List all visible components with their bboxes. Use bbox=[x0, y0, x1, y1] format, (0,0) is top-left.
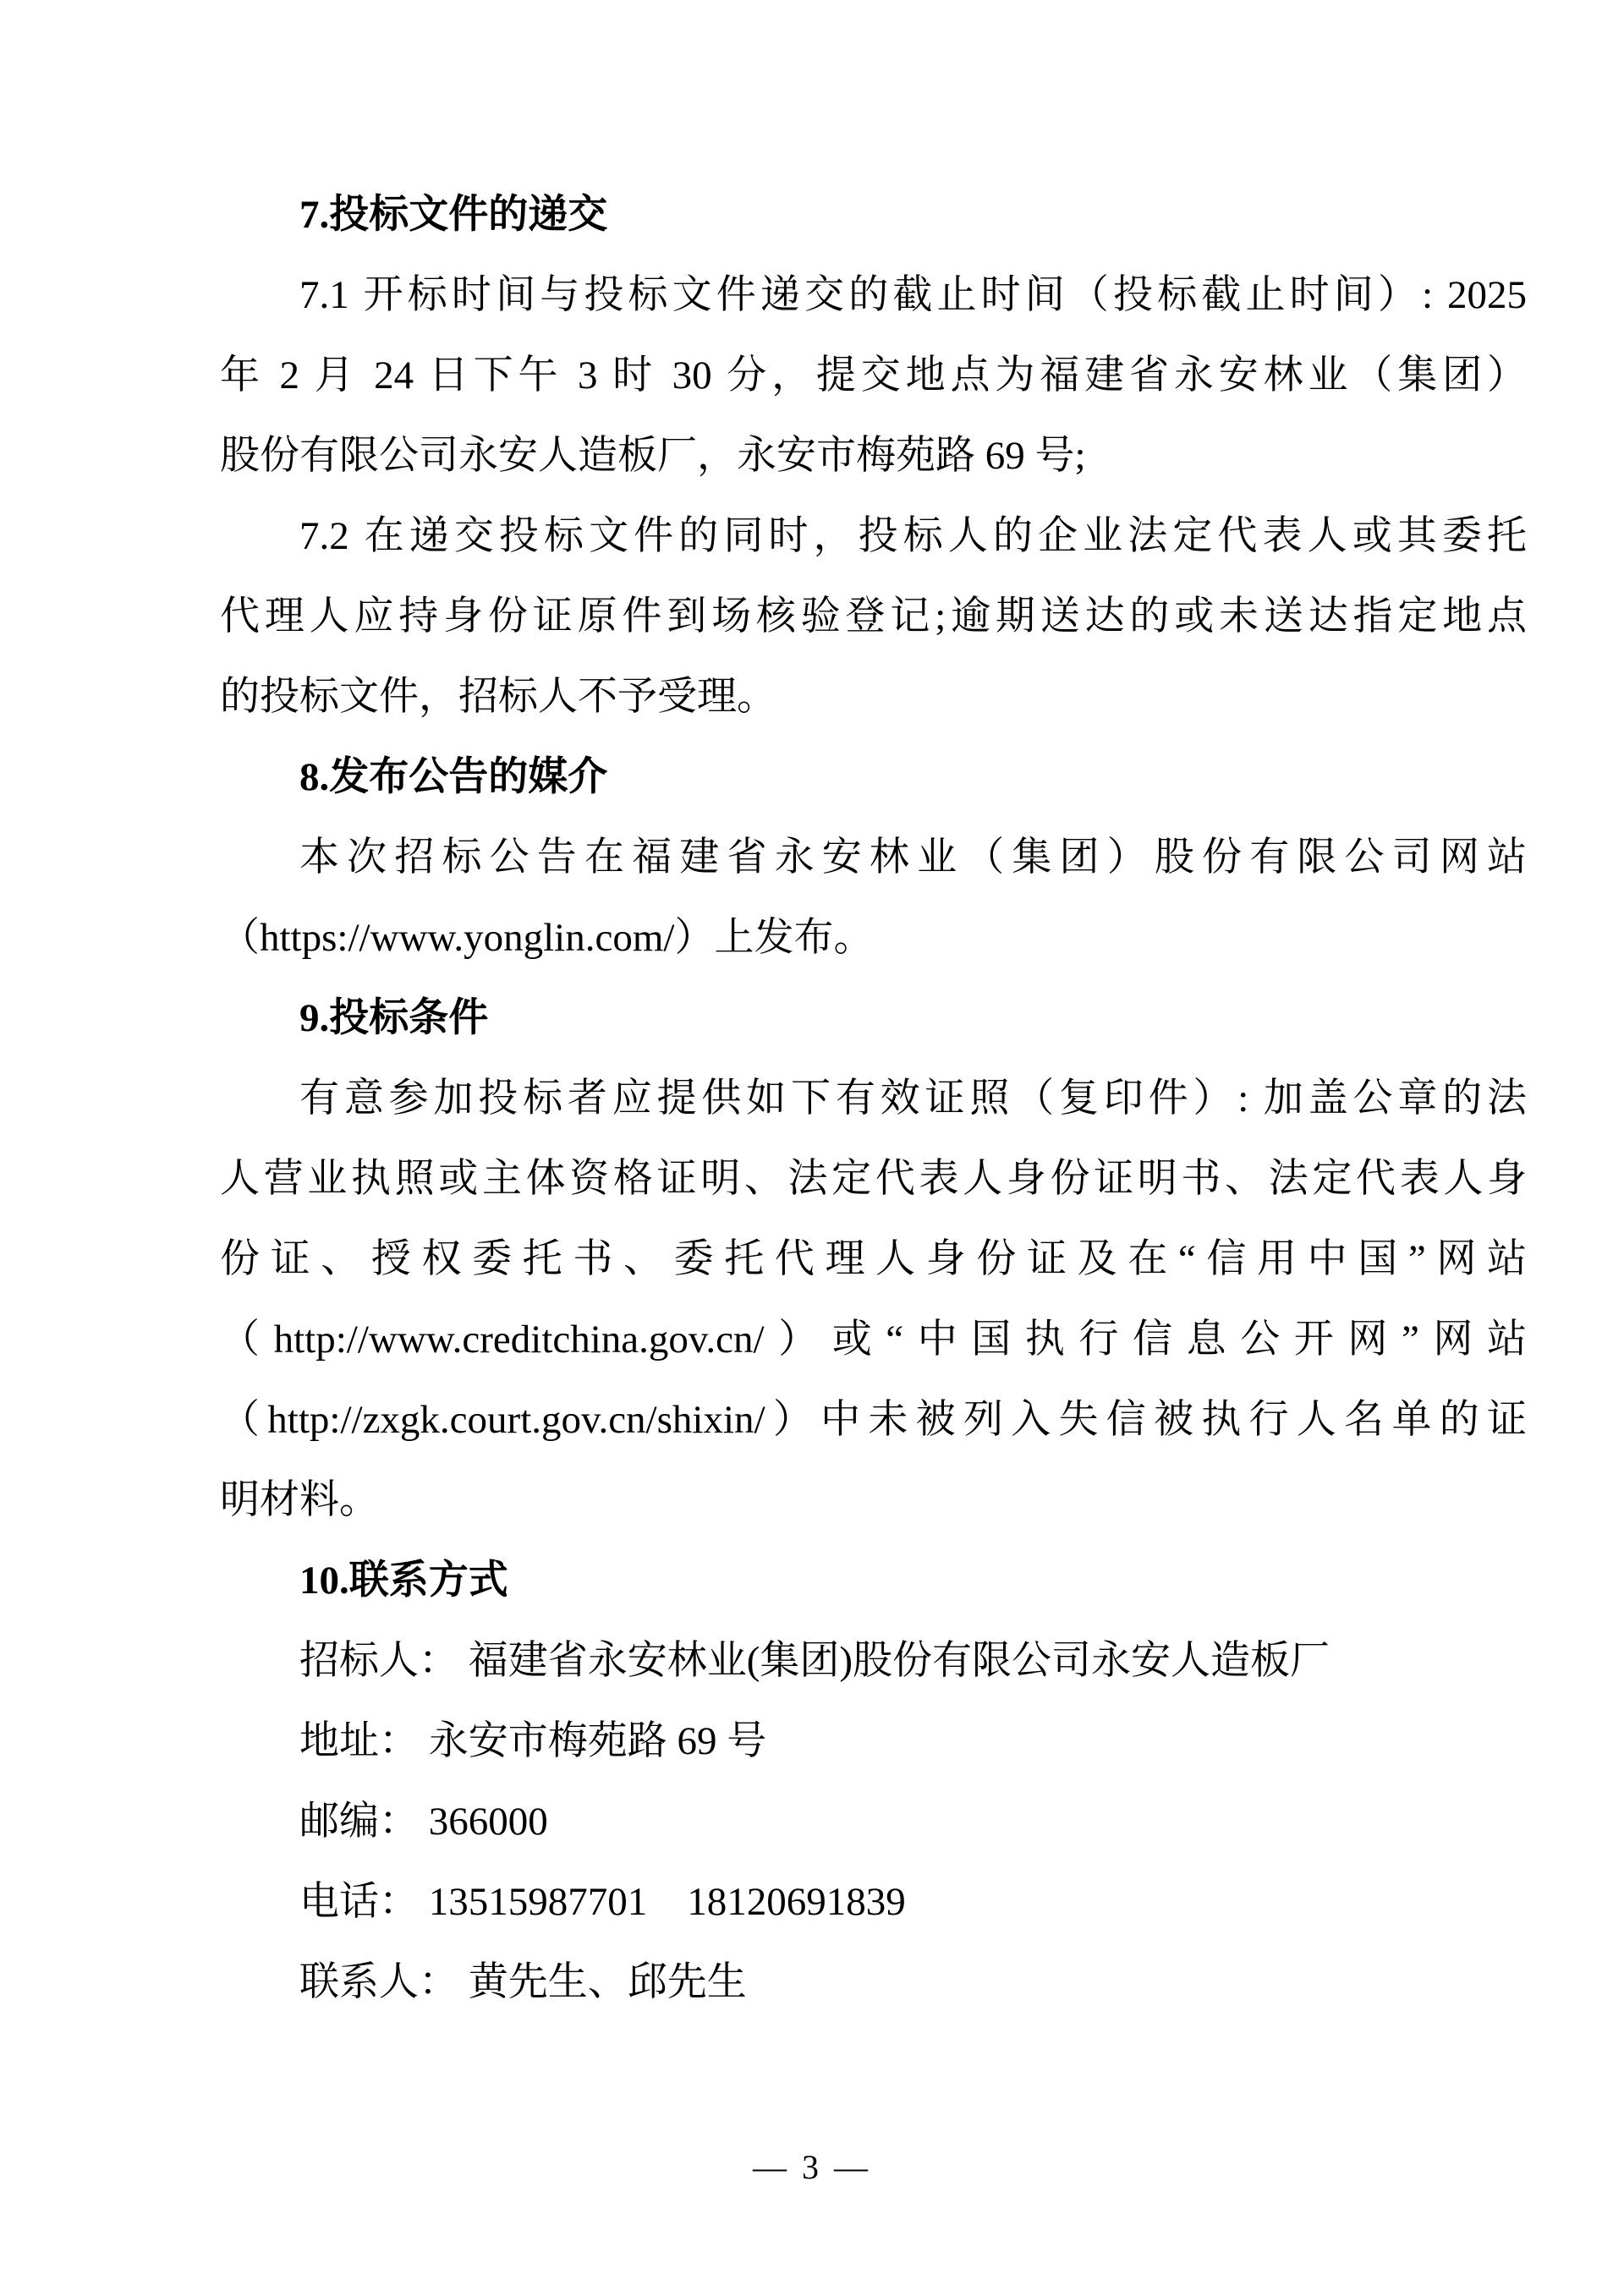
contact-line-address: 地址： 永安市梅苑路 69 号 bbox=[299, 1719, 767, 1763]
section-heading-8: 8.发布公告的媒介 bbox=[299, 755, 608, 799]
contact-line-tenderer: 招标人： 福建省永安林业(集团)股份有限公司永安人造板厂 bbox=[299, 1639, 1330, 1683]
doc-line: 7.1 开标时间与投标文件递交的截止时间（投标截止时间）: 2025 bbox=[299, 273, 1527, 317]
page-number: — 3 — bbox=[753, 2148, 871, 2186]
doc-line: 的投标文件，招标人不予受理。 bbox=[220, 675, 776, 719]
doc-line: 份证、授权委托书、委托代理人身份证及在“信用中国”网站 bbox=[220, 1237, 1527, 1281]
doc-line: 明材料。 bbox=[220, 1478, 379, 1522]
section-heading-9: 9.投标条件 bbox=[299, 996, 489, 1040]
contact-line-postcode: 邮编： 366000 bbox=[299, 1800, 548, 1844]
section-heading-7: 7.投标文件的递交 bbox=[299, 193, 608, 237]
doc-line: 人营业执照或主体资格证明、法定代表人身份证明书、法定代表人身 bbox=[220, 1157, 1527, 1201]
doc-line: 7.2 在递交投标文件的同时，投标人的企业法定代表人或其委托 bbox=[299, 514, 1527, 558]
doc-line: 有意参加投标者应提供如下有效证照（复印件）: 加盖公章的法 bbox=[299, 1077, 1527, 1121]
contact-line-phone: 电话： 13515987701 18120691839 bbox=[299, 1880, 906, 1924]
section-heading-10: 10.联系方式 bbox=[299, 1559, 508, 1603]
doc-line: 股份有限公司永安人造板厂，永安市梅苑路 69 号; bbox=[220, 434, 1086, 478]
doc-line: 年 2 月 24 日下午 3 时 30 分，提交地点为福建省永安林业（集团） bbox=[220, 353, 1527, 397]
contact-line-person: 联系人： 黄先生、邱先生 bbox=[299, 1960, 747, 2004]
doc-line: 本次招标公告在福建省永安林业（集团）股份有限公司网站 bbox=[299, 836, 1527, 879]
doc-line-announcement-url: （https://www.yonglin.com/）上发布。 bbox=[220, 916, 874, 960]
doc-line: 代理人应持身份证原件到场核验登记;逾期送达的或未送达指定地点 bbox=[220, 595, 1527, 638]
doc-line-creditchina-url: （http://www.creditchina.gov.cn/）或“中国执行信息公开网”网站 bbox=[220, 1318, 1527, 1362]
doc-line-zxgk-url: （http://zxgk.court.gov.cn/shixin/）中未被列入失信被执行人名单的证 bbox=[220, 1398, 1527, 1442]
